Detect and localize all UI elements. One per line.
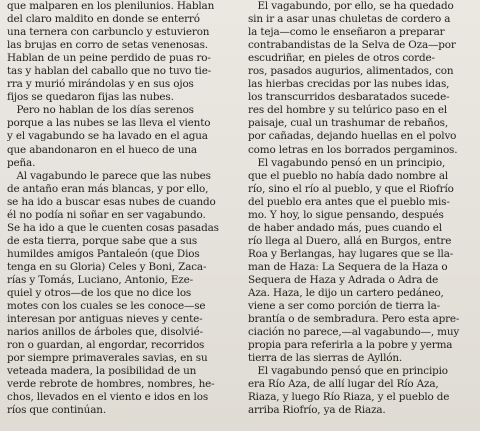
text-line: motes con los cuales se les conoce—se [7, 300, 206, 313]
text-line: ros, pasados augurios, alimentados, con [248, 65, 454, 78]
text-line: El vagabundo, por ello, se ha quedado [248, 0, 454, 12]
text-line: del claro maldito en donde se enterró [7, 13, 200, 26]
text-line: ríos que continúan. [7, 404, 106, 417]
text-line: Aza. Haza, le dijo un cartero pedáneo, [248, 287, 444, 300]
text-line: escudriñar, en pieles de otros corde- [248, 52, 435, 65]
text-line: rra y murió mirándolas y en sus ojos [7, 78, 194, 91]
text-line: Hablan de un peine perdido de puas ro- [7, 52, 211, 65]
text-line: sin ir a asar unas chuletas de cordero a [248, 13, 451, 26]
text-line: narios anillos de árboles que, disolvié- [7, 326, 203, 339]
text-line: era Río Aza, de allí lugar del Río Aza, [248, 378, 439, 391]
text-line: río, sino el río al pueblo, y que el Riofrío [248, 182, 454, 195]
text-line: él no podía ni soñar en ser vagabundo. [7, 208, 206, 221]
text-line: quiel y otros—de los que no dice los [7, 287, 192, 300]
text-line: tenga en su Gloria) Celes y Boni, Zaca- [7, 260, 207, 273]
text-line: una ternera con carbunclo y estuvieron [7, 26, 210, 39]
text-line: y el vagabundo se ha lavado en el agua [7, 130, 208, 143]
text-line: de haber andado más, pues cuando el [248, 221, 442, 234]
text-line: se ha ido a buscar esas nubes de cuando [7, 195, 216, 208]
text-line: verde rebrote de hombres, nombres, he- [7, 378, 215, 391]
text-line: río llega al Duero, allá en Burgos, entre [248, 234, 452, 247]
text-line: las hierbas crecidas por las nubes idas, [248, 78, 450, 91]
text-line: tas y hablan del caballo que no tuvo tie- [7, 65, 212, 78]
text-line: contrabandistas de la Selva de Oza—por [248, 39, 456, 52]
text-line: res del hombre y su telúrico paso en el [248, 104, 448, 117]
text-line: propia para referirla a la pobre y yerma [248, 339, 453, 352]
text-line: El vagabundo pensó en un principio, [248, 156, 446, 169]
text-line: tierra de las sierras de Ayllón. [248, 352, 403, 365]
text-line: paisaje, cual un trashumar de rebaños, [248, 117, 449, 130]
text-line: man de Haza: La Sequera de la Haza o [248, 260, 448, 273]
text-line: rías y Tomás, Luciano, Antonio, Eze- [7, 273, 193, 286]
text-line: peña. [7, 156, 36, 169]
text-line: humildes amigos Pantaleón (que Dios [7, 247, 200, 260]
text-line: que el pueblo no había dado nombre al [248, 169, 449, 182]
text-line: por siempre primaverales savias, en su [7, 352, 208, 365]
text-line: interesan por antiguas nieves y cente- [7, 313, 203, 326]
text-line: Riaza, y luego Río Riaza, y el pueblo de [248, 391, 450, 404]
text-line: ciación no parece,—al vagabundo—, muy [248, 326, 460, 339]
text-line: brantía o de sembradura. Pero esta apre- [248, 313, 460, 326]
text-line: de antaño eran más blancas, y por ello, [7, 182, 209, 195]
text-line: de esta tierra, porque sabe que a sus [7, 234, 198, 247]
text-line: porque a las nubes se las lleva el viento [7, 117, 211, 130]
text-line: viene a ser como porción de tierra la- [248, 300, 441, 313]
text-line: Roa y Berlangas, hay lugares que se lla- [248, 247, 454, 260]
text-line: las brujas en corro de setas venenosas. [7, 39, 208, 52]
text-column-left [7, 0, 229, 418]
text-line: Sequera de Haza y Adrada o Adra de [248, 273, 439, 286]
text-line: los transcurridos desbaratados sucede- [248, 91, 450, 104]
text-line: del pueblo era antes que el pueblo mis- [248, 195, 450, 208]
text-line: Al vagabundo le parece que las nubes [7, 169, 211, 182]
text-line: que malparen en los plenilunios. Hablan [7, 0, 215, 12]
text-column-right [248, 0, 474, 418]
text-line: El vagabundo pensó que en principio [248, 365, 448, 378]
text-line: Pero no hablan de los días serenos [7, 104, 194, 117]
text-line: Se ha ido a que le cuenten cosas pasadas [7, 221, 219, 234]
text-line: fijos se quedaron fijas las nubes. [7, 91, 174, 104]
text-line: veteada madera, la posibilidad de un [7, 365, 197, 378]
text-line: chos, llevados en el viento e idos en los [7, 391, 209, 404]
text-line: arriba Riofrío, ya de Riaza. [248, 404, 386, 417]
text-line: la teja—como le enseñaron a preparar [248, 26, 445, 39]
text-line: como letras en los borrados pergaminos. [248, 143, 458, 156]
text-line: que abandonaron en el hueco de una [7, 143, 197, 156]
text-line: mo. Y hoy, lo sigue pensando, después [248, 208, 444, 221]
text-line: por cañadas, dejando huellas en el polvo [248, 130, 457, 143]
text-line: ron o guardan, al engordar, recorridos [7, 339, 205, 352]
